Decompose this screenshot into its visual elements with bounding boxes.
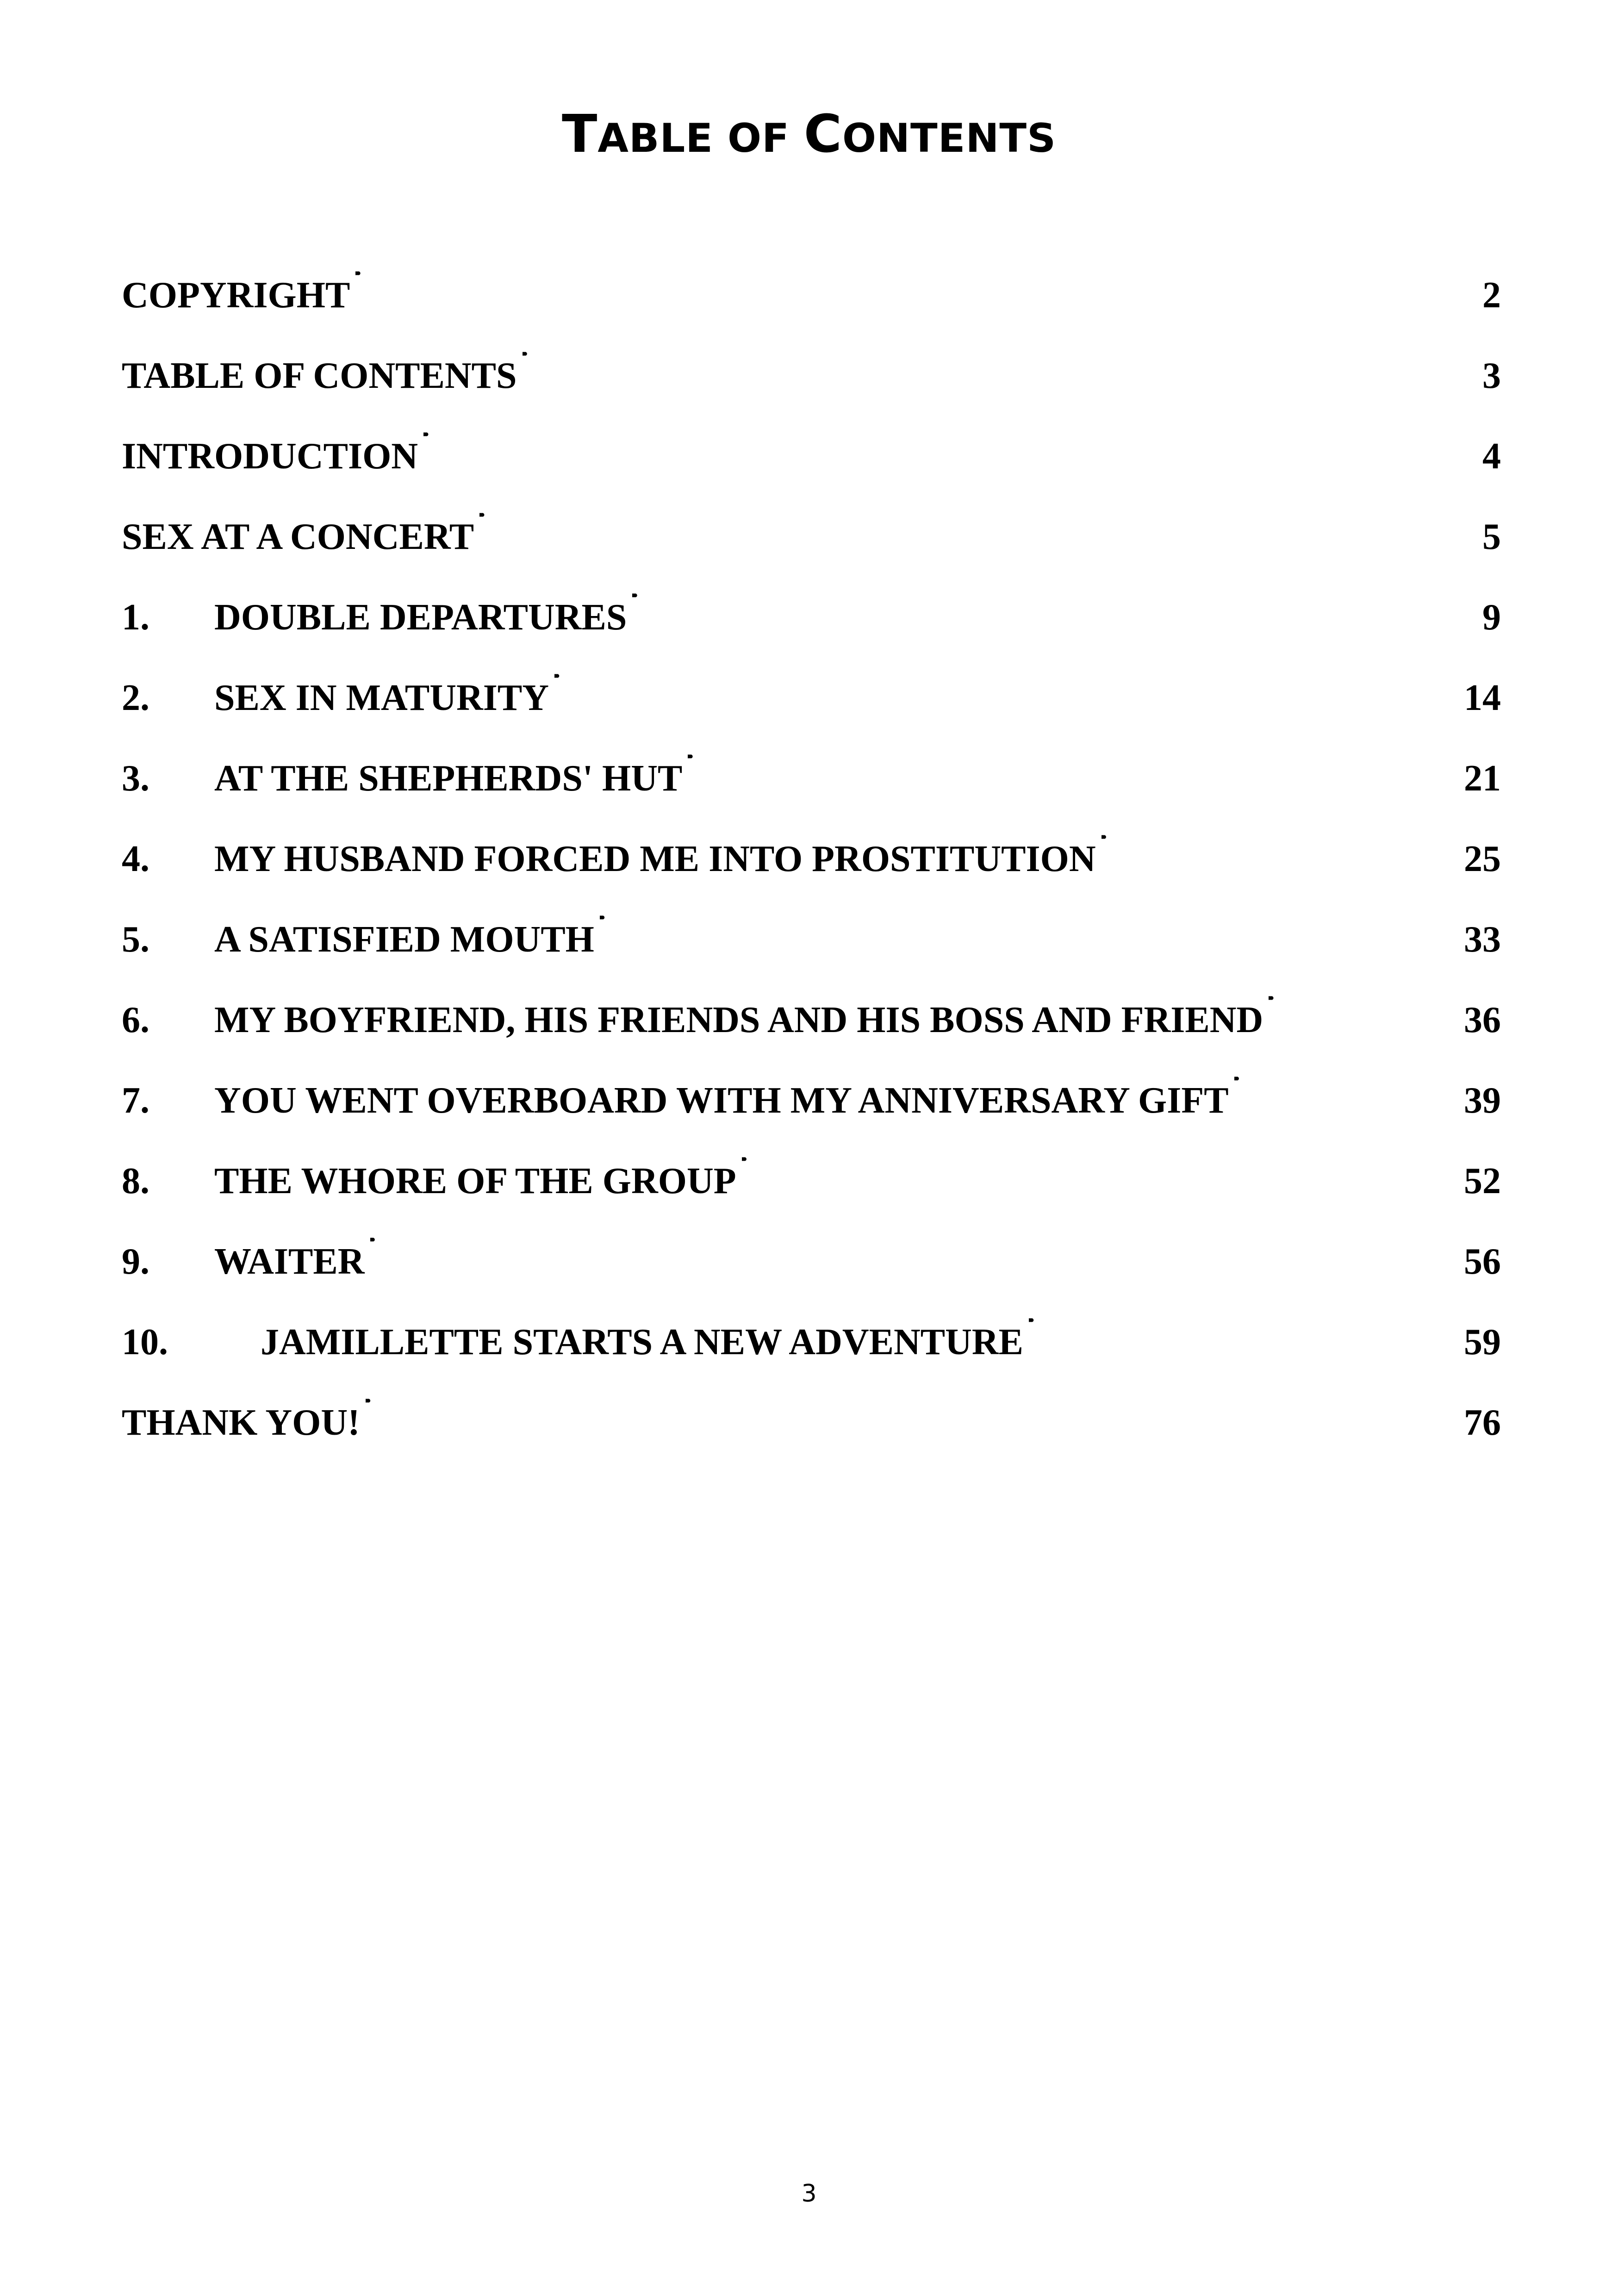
toc-entry-number: 7.	[122, 1080, 149, 1121]
toc-entry-page: 39	[1464, 1080, 1501, 1121]
dot-leader	[742, 1113, 1458, 1193]
page-number: 3	[801, 2180, 817, 2208]
toc-entry-label: MY BOYFRIEND, HIS FRIENDS AND HIS BOSS AND FRIEND	[214, 1000, 1263, 1040]
toc-entry-label: SEX IN MATURITY	[214, 678, 549, 718]
toc-entry-label: SEX AT A CONCERT	[122, 516, 474, 557]
dot-leader	[355, 227, 1477, 307]
toc-entry-label: AT THE SHEPHERDS' HUT	[214, 758, 683, 799]
toc-entry-label: THANK YOU!	[122, 1402, 360, 1443]
dot-leader	[370, 1193, 1458, 1274]
toc-entry-label: COPYRIGHT	[122, 275, 350, 316]
toc-entry-page: 4	[1482, 436, 1501, 477]
toc-entry-page: 36	[1464, 1000, 1501, 1040]
toc-entry-label: JAMILLETTE STARTS A NEW ADVENTURE	[261, 1322, 1024, 1363]
dot-leader	[1234, 1032, 1458, 1113]
toc-entry-number: 2.	[122, 678, 149, 718]
toc-entry-copyright[interactable]	[122, 227, 1501, 316]
toc-entry-label: DOUBLE DEPARTURES	[214, 597, 627, 638]
toc-entry-page: 76	[1464, 1402, 1501, 1443]
toc-entry-label: MY HUSBAND FORCED ME INTO PROSTITUTION	[214, 839, 1096, 879]
dot-leader	[600, 871, 1458, 952]
toc-entry-page: 56	[1464, 1241, 1501, 1282]
dot-leader	[554, 629, 1458, 710]
title-second-capital: C	[803, 104, 842, 164]
toc-entry-page: 59	[1464, 1322, 1501, 1363]
title-first-capital: T	[561, 104, 598, 164]
toc-entry-number: 1.	[122, 597, 149, 638]
dot-leader	[632, 549, 1477, 629]
page-title	[0, 100, 1618, 173]
toc-entry-label: YOU WENT OVERBOARD WITH MY ANNIVERSARY GIFT	[214, 1080, 1229, 1121]
toc-entry-number: 5.	[122, 919, 149, 960]
title-first-rest: ABLE OF	[597, 115, 804, 162]
toc-entry-page: 25	[1464, 839, 1501, 879]
toc-entry-page: 14	[1464, 678, 1501, 718]
toc-entry-page: 9	[1482, 597, 1501, 638]
dot-leader	[366, 1354, 1458, 1435]
toc-entry-page: 21	[1464, 758, 1501, 799]
toc-entry-page: 3	[1482, 355, 1501, 396]
toc-entry-page: 52	[1464, 1161, 1501, 1201]
toc-entry-number: 3.	[122, 758, 149, 799]
toc-entry-number: 6.	[122, 1000, 149, 1040]
dot-leader	[1269, 952, 1458, 1032]
toc-entry-page: 33	[1464, 919, 1501, 960]
toc-entry-number: 4.	[122, 839, 149, 879]
toc-entry-page: 2	[1482, 275, 1501, 316]
toc-entry-label: THE WHORE OF THE GROUP	[214, 1161, 736, 1201]
toc-entry-label: A SATISFIED MOUTH	[214, 919, 594, 960]
toc-entry-label: TABLE OF CONTENTS	[122, 355, 517, 396]
toc-entry-number: 9.	[122, 1241, 149, 1282]
table-of-contents	[122, 227, 1501, 1443]
toc-entry-label: WAITER	[214, 1241, 365, 1282]
dot-leader	[423, 388, 1477, 468]
toc-entry-number: 10.	[122, 1322, 168, 1363]
toc-entry-number: 8.	[122, 1161, 149, 1201]
dot-leader	[479, 468, 1477, 549]
dot-leader	[1029, 1274, 1458, 1354]
title-second-rest: ONTENTS	[842, 115, 1057, 162]
toc-entry-page: 5	[1482, 516, 1501, 557]
toc-entry-label: INTRODUCTION	[122, 436, 418, 477]
dot-leader	[688, 710, 1458, 790]
dot-leader	[523, 307, 1477, 388]
dot-leader	[1101, 790, 1458, 871]
